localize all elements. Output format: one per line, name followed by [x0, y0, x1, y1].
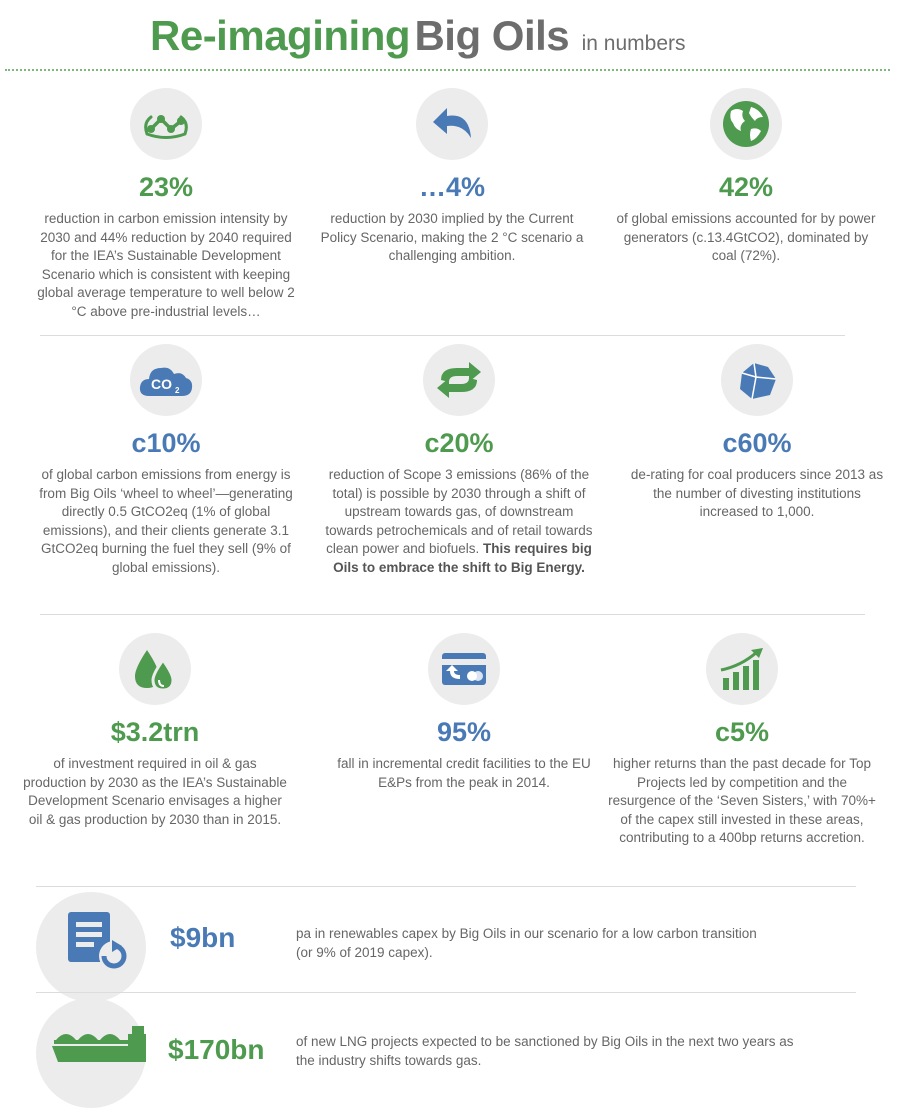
growth-bars-icon [706, 633, 778, 705]
wide-stat-9bn [0, 888, 897, 992]
stat-description: de-rating for coal producers since 2013 as the number of divesting institutions increased to 1,000. [630, 467, 884, 519]
stat-description: fall in incremental credit facilities to the EU E&Ps from the peak in 2014. [337, 756, 591, 790]
title-part-green: Re-imagining [150, 12, 411, 59]
stat-description [324, 466, 594, 577]
wide-stat-170bn [0, 994, 897, 1101]
recycle-arrows-icon [423, 344, 495, 416]
page-title [150, 12, 686, 60]
stat-description-line: of new LNG projects expected to be sanctioned by Big Oils in the next two years as [296, 1034, 794, 1049]
title-divider [5, 69, 890, 71]
stat-value: c10% [131, 428, 201, 458]
stat-description [296, 924, 757, 962]
stat-value: …4% [418, 172, 486, 202]
stat-card-c60pct [622, 344, 892, 522]
stat-description-line: (or 9% of 2019 capex). [296, 945, 433, 960]
co2-text: CO [151, 376, 172, 392]
oil-drops-icon [119, 633, 191, 705]
credit-card-icon [428, 633, 500, 705]
row-divider [40, 614, 865, 615]
stat-description: higher returns than the past decade for Top Projects led by competition and the resurgence of the ‘Seven Sisters,’ with 70%+ of the capex still invested in these areas, contributing to a 400bp returns accretion. [608, 756, 876, 845]
emissions-graph-icon [130, 88, 202, 160]
lng-tanker-icon [36, 998, 146, 1108]
stat-description-text: reduction of Scope 3 emissions (86% of the total) is possible by 2030 through a shift of upstream towards gas, of downstream towards petrochemicals and of retail towards clean power and biofuels. [325, 467, 593, 556]
stat-card-42pct [611, 88, 881, 266]
co2-cloud-icon [130, 344, 202, 416]
title-part-grey: Big Oils [414, 12, 570, 59]
stat-value: c60% [722, 428, 792, 458]
stat-card-23pct [31, 88, 301, 321]
title-subtitle: in numbers [581, 32, 686, 55]
row-divider [36, 886, 856, 887]
stat-card-c10pct [31, 344, 301, 577]
stat-value: 95% [436, 717, 492, 747]
document-renew-icon [36, 892, 146, 1002]
stat-value: c5% [714, 717, 770, 747]
stat-value: c20% [424, 428, 494, 458]
stat-value: $9bn [170, 922, 236, 953]
stat-value: 23% [138, 172, 194, 202]
stat-value: $170bn [168, 1034, 265, 1065]
stat-description: of investment required in oil & gas production by 2030 as the IEA’s Sustainable Development Scenario envisages a higher oil & gas production by 2030 than in 2015. [23, 756, 287, 827]
stat-description: reduction by 2030 implied by the Current Policy Scenario, making the 2 °C scenario a challenging ambition. [320, 211, 584, 263]
stat-description-line: the industry shifts towards gas. [296, 1053, 482, 1068]
curved-arrow-back-icon [416, 88, 488, 160]
stat-card-3-2trn [20, 633, 290, 829]
coal-rock-icon [721, 344, 793, 416]
globe-icon [710, 88, 782, 160]
stat-description: reduction in carbon emission intensity by 2030 and 44% reduction by 2040 required for the IEA’s Sustainable Development Scenario which is consistent with keeping global average temperature to well below 2 °C above pre-industrial levels… [37, 211, 295, 319]
stat-description-line: pa in renewables capex by Big Oils in our scenario for a low carbon transition [296, 926, 757, 941]
stat-card-95pct [329, 633, 599, 792]
stat-description [296, 1032, 794, 1070]
stat-card-c20pct [324, 344, 594, 577]
row-divider [36, 992, 856, 993]
stat-value: $3.2trn [110, 717, 200, 747]
stat-description-bold: This requires big Oils to embrace the shift to Big Energy. [333, 541, 592, 575]
stat-description: of global carbon emissions from energy is from Big Oils ‘wheel to wheel’—generating directly 0.5 GtCO2eq (1% of global emissions), and their clients generate 3.1 GtCO2eq burning the fuel they sell (9% of global emissions). [39, 467, 293, 575]
row-divider [40, 335, 845, 336]
stat-card-4pct [317, 88, 587, 266]
stat-card-c5pct [607, 633, 877, 848]
stat-description: of global emissions accounted for by power generators (c.13.4GtCO2), dominated by coal (72%). [616, 211, 876, 263]
stat-value: 42% [718, 172, 774, 202]
co2-subscript: 2 [175, 386, 180, 395]
